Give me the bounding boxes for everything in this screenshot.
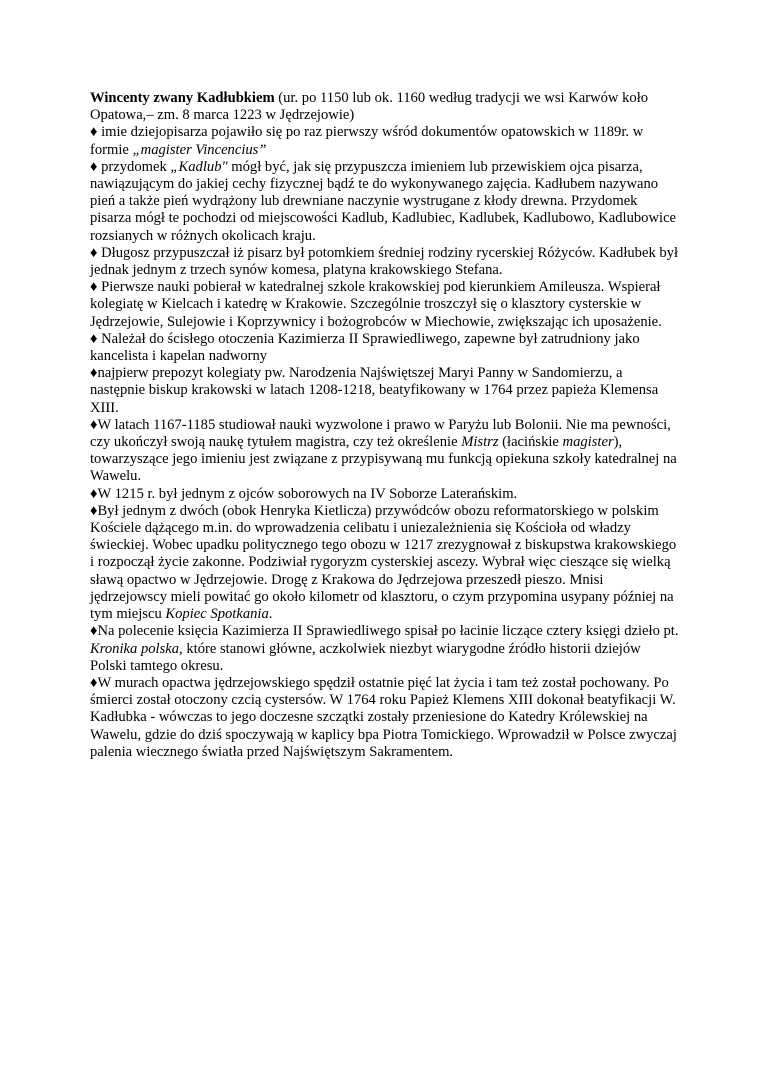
paragraph-text: (łacińskie	[498, 434, 563, 451]
italic-phrase: magister	[562, 434, 614, 451]
paragraph-reform	[90, 503, 680, 623]
paragraph-text: ♦W murach opactwa jędrzejowskiego spędził ostatnie pięć lat życia i tam też został pochowany. Po śmierci został otoczony czcią cystersów. W 1764 roku Papież Klemens XIII dokonał beatyfikacji W. Kadłubka - wówczas to jego doczesne szczątki zostały przeniesione do Katedry Królewskiej na Wawelu, gdzie do dziś spoczywają w kaplicy bpa Piotra Tomickiego. Wprowadził w Polsce zwyczaj palenia wiecznego światła przed Najświętszym Sakramentem.	[90, 674, 677, 760]
paragraph-family	[90, 245, 680, 279]
paragraph-text: ♦najpierw prepozyt kolegiaty pw. Narodzenia Najświętszej Maryi Panny w Sandomierzu, a następnie biskup krakowski w latach 1208-1218, beatyfikowany w 1764 przez papieża Klemensa XIII.	[90, 365, 659, 416]
paragraph-court	[90, 331, 680, 365]
italic-phrase: „Kadlub"	[170, 158, 228, 175]
paragraph-studies	[90, 417, 680, 486]
paragraph-death	[90, 675, 680, 761]
italic-phrase: Kopiec Spotkania	[165, 606, 269, 623]
paragraph-chronicle	[90, 623, 680, 675]
paragraph-text: ♦ Długosz przypuszczał iż pisarz był potomkiem średniej rodziny rycerskiej Różyców. Kadłubek był jednak jednym z trzech synów komesa, platyna krakowskiego Stefana.	[90, 244, 679, 279]
intro-text: (ur. po 1150 lub ok. 1160 według tradycji we wsi Karwów koło Opatowa,– zm. 8 marca 1223 w Jędrzejowie)	[90, 90, 649, 124]
paragraph-text: .	[268, 606, 273, 623]
italic-phrase: „magister Vincencius”	[132, 141, 267, 158]
italic-phrase: Kronika polska	[90, 640, 180, 657]
document-page	[90, 90, 680, 761]
paragraph-text: ♦ przydomek	[90, 158, 171, 175]
paragraph-text: ♦ Pierwsze nauki pobierał w katedralnej szkole krakowskiej pod kierunkiem Amileusza. Wspierał kolegiatę w Kielcach i katedrę w Krakowie. Szczególnie troszczył się o klasztory cysterskie w Jędrzejowie, Sulejowie i Koprzywnicy i bożogrobców w Miechowie, zwiększając ich uposażenie.	[90, 279, 662, 330]
paragraph-text: ), towarzyszące jego imieniu jest związane z przypisywaną mu funkcją opiekuna szkoły katedralnej na Wawelu.	[90, 434, 677, 485]
paragraph-text: mógł być, jak się przypuszcza imieniem lub przewiskiem ojca pisarza, nawiązującym do jakiej cechy fizycznej bądź te do wykonywanego zajęcia. Kadłubem nazywano pień a także pień wydrążony lub drewniane naczynie wystrugane z kłody drewna. Przydomek pisarza mógł te pochodzi od miejscowości Kadlub, Kadlubiec, Kadlubek, Kadlubowo, Kadlubowice rozsianych w różnych okolicach kraju.	[90, 158, 677, 244]
paragraph-bishop	[90, 365, 680, 417]
subject-name: Wincenty zwany Kadłubkiem	[90, 90, 275, 106]
paragraph-text: ♦ Należał do ścisłego otoczenia Kazimierza II Sprawiedliwego, zapewne był zatrudniony jako kancelista i kapelan nadworny	[90, 330, 640, 365]
paragraph-text: ♦Był jednym z dwóch (obok Henryka Kietlicza) przywódców obozu reformatorskiego w polskim Kościele dążącego m.in. do wprowadzenia celibatu i uniezależnienia się Kościoła od władzy świeckiej. Wobec upadku politycznego tego obozu w 1217 zrezygnował z biskupstwa krakowskiego i rozpoczął życie zakonne. Podziwiał rygoryzm cysterskiej ascezy. Wybrał więc cieszące się wielką sławą opactwo w Jędrzejowie. Drogę z Krakowa do Jędrzejowa przeszedł pieszo. Mnisi jędrzejowscy mieli powitać go około kilometr od klasztoru, o czym przypomina usypany później na tym miejscu	[90, 502, 677, 623]
paragraph-text: ♦W latach 1167-1185 studiował nauki wyzwolone i prawo w Paryżu lub Bolonii. Nie ma pewności, czy ukończył swoją naukę tytułem magistra, czy też określenie	[90, 416, 671, 451]
paragraph-education	[90, 279, 680, 331]
paragraph-text: ♦Na polecenie księcia Kazimierza II Sprawiedliwego spisał po łacinie liczące cztery księgi dzieło pt.	[90, 623, 679, 640]
paragraph-council	[90, 486, 680, 503]
paragraph-text: ♦W 1215 r. był jednym z ojców soborowych na IV Soborze Laterańskim.	[90, 485, 518, 502]
paragraph-nickname	[90, 159, 680, 245]
paragraph-name-origin	[90, 124, 680, 158]
paragraph-text: ♦ imie dziejopisarza pojawiło się po raz pierwszy wśród dokumentów opatowskich w 1189r. w formie	[90, 124, 644, 158]
intro-paragraph	[90, 90, 680, 124]
paragraph-text: , które stanowi główne, aczkolwiek niezbyt wiarygodne źródło historii dziejów Polski tamtego okresu.	[90, 640, 641, 674]
italic-phrase: Mistrz	[461, 434, 499, 451]
